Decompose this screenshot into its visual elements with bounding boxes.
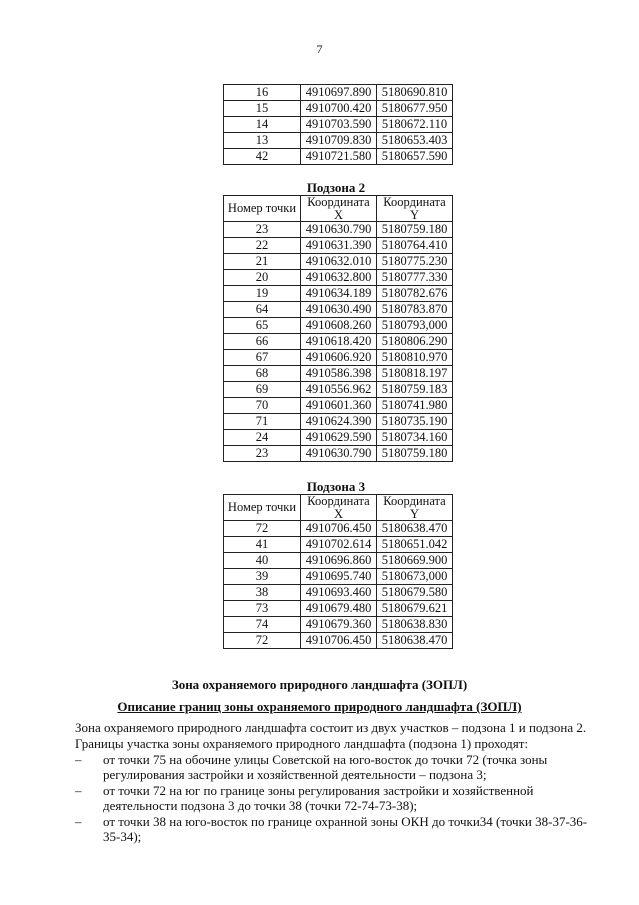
header-y-line2: Y bbox=[409, 207, 420, 222]
header-x-line1: Координата bbox=[307, 195, 370, 209]
table-row bbox=[224, 302, 453, 318]
cell-coordinate-y: 5180810.970 bbox=[377, 350, 453, 366]
cell-coordinate-x: 4910721.580 bbox=[301, 149, 377, 165]
cell-coordinate-y: 5180775.230 bbox=[377, 254, 453, 270]
cell-coordinate-x: 4910696.860 bbox=[301, 553, 377, 569]
table-row bbox=[224, 382, 453, 398]
table-row bbox=[224, 101, 453, 117]
cell-coordinate-x: 4910703.590 bbox=[301, 117, 377, 133]
list-item-line: от точки 38 на юго-восток по границе охранной зоны ОКН до точки34 (точки 38-37-36- bbox=[103, 814, 588, 829]
header-coordinate-x bbox=[301, 196, 377, 222]
cell-coordinate-x: 4910601.360 bbox=[301, 398, 377, 414]
subzone-3-caption: Подзона 3 bbox=[306, 479, 366, 494]
list-item-text bbox=[103, 752, 593, 782]
table-row bbox=[224, 585, 453, 601]
cell-coordinate-y: 5180653.403 bbox=[377, 133, 453, 149]
header-x-line1: Координата bbox=[307, 494, 370, 508]
table-row bbox=[224, 254, 453, 270]
table-row bbox=[224, 318, 453, 334]
cell-coordinate-x: 4910632.010 bbox=[301, 254, 377, 270]
cell-point-number: 39 bbox=[224, 569, 301, 585]
header-point-number: Номер точки bbox=[224, 196, 301, 222]
table-header-row bbox=[224, 196, 453, 222]
cell-point-number: 42 bbox=[224, 149, 301, 165]
list-item-line: деятельности подзона 3 до точки 38 (точки 72-74-73-38); bbox=[103, 798, 418, 813]
table-row bbox=[224, 222, 453, 238]
cell-coordinate-y: 5180677.950 bbox=[377, 101, 453, 117]
cell-coordinate-x: 4910679.480 bbox=[301, 601, 377, 617]
header-coordinate-x bbox=[301, 495, 377, 521]
table-row bbox=[224, 398, 453, 414]
cell-coordinate-y: 5180638.470 bbox=[377, 633, 453, 649]
cell-coordinate-y: 5180759.180 bbox=[377, 446, 453, 462]
table-row bbox=[224, 85, 453, 101]
subzone-2-caption: Подзона 2 bbox=[306, 180, 366, 195]
cell-point-number: 13 bbox=[224, 133, 301, 149]
header-coordinate-y bbox=[377, 495, 453, 521]
table-row bbox=[224, 117, 453, 133]
cell-point-number: 72 bbox=[224, 633, 301, 649]
table-row bbox=[224, 446, 453, 462]
cell-coordinate-y: 5180669.900 bbox=[377, 553, 453, 569]
cell-coordinate-x: 4910608.260 bbox=[301, 318, 377, 334]
table-row bbox=[224, 601, 453, 617]
bullet-dash: – bbox=[75, 814, 82, 829]
cell-coordinate-x: 4910629.590 bbox=[301, 430, 377, 446]
cell-coordinate-y: 5180777.330 bbox=[377, 270, 453, 286]
list-item-line: регулирования застройки и хозяйственной деятельности – подзона 3; bbox=[103, 767, 487, 782]
list-item-text bbox=[103, 814, 593, 844]
cell-point-number: 16 bbox=[224, 85, 301, 101]
table-row bbox=[224, 521, 453, 537]
cell-coordinate-y: 5180759.183 bbox=[377, 382, 453, 398]
list-item-line: от точки 72 на юг по границе зоны регулирования застройки и хозяйственной bbox=[103, 783, 534, 798]
cell-coordinate-y: 5180735.190 bbox=[377, 414, 453, 430]
paragraph-boundaries: Границы участка зоны охраняемого природного ландшафта (подзона 1) проходят: bbox=[75, 736, 529, 751]
cell-coordinate-x: 4910630.790 bbox=[301, 222, 377, 238]
cell-coordinate-x: 4910709.830 bbox=[301, 133, 377, 149]
cell-point-number: 70 bbox=[224, 398, 301, 414]
list-item-line: от точки 75 на обочине улицы Советской на юго-восток до точки 72 (точка зоны bbox=[103, 752, 548, 767]
cell-coordinate-y: 5180806.290 bbox=[377, 334, 453, 350]
cell-point-number: 71 bbox=[224, 414, 301, 430]
header-y-line1: Координата bbox=[383, 195, 446, 209]
cell-coordinate-y: 5180657.590 bbox=[377, 149, 453, 165]
cell-coordinate-y: 5180673,000 bbox=[377, 569, 453, 585]
cell-point-number: 14 bbox=[224, 117, 301, 133]
cell-point-number: 72 bbox=[224, 521, 301, 537]
cell-point-number: 15 bbox=[224, 101, 301, 117]
paragraph-intro: Зона охраняемого природного ландшафта состоит из двух участков – подзона 1 и подзона 2. bbox=[75, 720, 587, 735]
cell-coordinate-y: 5180764.410 bbox=[377, 238, 453, 254]
cell-coordinate-y: 5180672.110 bbox=[377, 117, 453, 133]
cell-point-number: 67 bbox=[224, 350, 301, 366]
cell-point-number: 64 bbox=[224, 302, 301, 318]
cell-point-number: 41 bbox=[224, 537, 301, 553]
cell-coordinate-x: 4910624.390 bbox=[301, 414, 377, 430]
table-row bbox=[224, 633, 453, 649]
cell-coordinate-x: 4910606.920 bbox=[301, 350, 377, 366]
section-title: Зона охраняемого природного ландшафта (ЗОПЛ) bbox=[171, 677, 468, 692]
cell-point-number: 19 bbox=[224, 286, 301, 302]
cell-point-number: 65 bbox=[224, 318, 301, 334]
table-row bbox=[224, 569, 453, 585]
cell-coordinate-y: 5180690.810 bbox=[377, 85, 453, 101]
bullet-dash: – bbox=[75, 752, 82, 767]
table-row bbox=[224, 334, 453, 350]
header-y-line2: Y bbox=[409, 506, 420, 521]
cell-coordinate-x: 4910679.360 bbox=[301, 617, 377, 633]
cell-point-number: 38 bbox=[224, 585, 301, 601]
cell-coordinate-x: 4910586.398 bbox=[301, 366, 377, 382]
cell-coordinate-x: 4910634.189 bbox=[301, 286, 377, 302]
list-item-text bbox=[103, 783, 593, 813]
cell-coordinate-y: 5180793,000 bbox=[377, 318, 453, 334]
cell-coordinate-x: 4910695.740 bbox=[301, 569, 377, 585]
header-x-line2: X bbox=[333, 207, 344, 222]
page-number: 7 bbox=[316, 42, 323, 56]
cell-coordinate-y: 5180741.980 bbox=[377, 398, 453, 414]
table-row bbox=[224, 133, 453, 149]
table-row bbox=[224, 414, 453, 430]
subzone-3-coordinates-table bbox=[223, 494, 453, 649]
table-row bbox=[224, 286, 453, 302]
cell-coordinate-x: 4910630.790 bbox=[301, 446, 377, 462]
cell-coordinate-y: 5180651.042 bbox=[377, 537, 453, 553]
cell-point-number: 74 bbox=[224, 617, 301, 633]
cell-coordinate-y: 5180734.160 bbox=[377, 430, 453, 446]
cell-point-number: 22 bbox=[224, 238, 301, 254]
table-row bbox=[224, 238, 453, 254]
cell-coordinate-x: 4910693.460 bbox=[301, 585, 377, 601]
cell-coordinate-y: 5180679.580 bbox=[377, 585, 453, 601]
table-header-row bbox=[224, 495, 453, 521]
table-row bbox=[224, 537, 453, 553]
cell-coordinate-y: 5180783.870 bbox=[377, 302, 453, 318]
table-row bbox=[224, 553, 453, 569]
header-point-number: Номер точки bbox=[224, 495, 301, 521]
table-row bbox=[224, 350, 453, 366]
cell-point-number: 24 bbox=[224, 430, 301, 446]
cell-coordinate-x: 4910618.420 bbox=[301, 334, 377, 350]
cell-point-number: 73 bbox=[224, 601, 301, 617]
cell-coordinate-x: 4910632.800 bbox=[301, 270, 377, 286]
cell-coordinate-x: 4910706.450 bbox=[301, 633, 377, 649]
cell-point-number: 20 bbox=[224, 270, 301, 286]
cell-coordinate-x: 4910631.390 bbox=[301, 238, 377, 254]
cell-coordinate-y: 5180638.470 bbox=[377, 521, 453, 537]
cell-coordinate-y: 5180638.830 bbox=[377, 617, 453, 633]
cell-coordinate-y: 5180759.180 bbox=[377, 222, 453, 238]
cell-coordinate-x: 4910706.450 bbox=[301, 521, 377, 537]
section-subtitle: Описание границ зоны охраняемого природного ландшафта (ЗОПЛ) bbox=[117, 699, 522, 714]
cell-coordinate-x: 4910556.962 bbox=[301, 382, 377, 398]
table-row bbox=[224, 149, 453, 165]
subzone-2-coordinates-table bbox=[223, 195, 453, 462]
table-row bbox=[224, 430, 453, 446]
table-row bbox=[224, 270, 453, 286]
coordinates-table-continued bbox=[223, 84, 453, 165]
cell-point-number: 66 bbox=[224, 334, 301, 350]
cell-coordinate-x: 4910700.420 bbox=[301, 101, 377, 117]
cell-coordinate-x: 4910697.890 bbox=[301, 85, 377, 101]
cell-coordinate-x: 4910630.490 bbox=[301, 302, 377, 318]
cell-point-number: 69 bbox=[224, 382, 301, 398]
cell-point-number: 21 bbox=[224, 254, 301, 270]
list-item-line: 35-34); bbox=[103, 829, 142, 844]
cell-point-number: 23 bbox=[224, 222, 301, 238]
cell-coordinate-y: 5180782.676 bbox=[377, 286, 453, 302]
cell-point-number: 23 bbox=[224, 446, 301, 462]
header-y-line1: Координата bbox=[383, 494, 446, 508]
table-row bbox=[224, 617, 453, 633]
cell-coordinate-x: 4910702.614 bbox=[301, 537, 377, 553]
table-row bbox=[224, 366, 453, 382]
header-x-line2: X bbox=[333, 506, 344, 521]
cell-coordinate-y: 5180679.621 bbox=[377, 601, 453, 617]
bullet-dash: – bbox=[75, 783, 82, 798]
header-coordinate-y bbox=[377, 196, 453, 222]
cell-coordinate-y: 5180818.197 bbox=[377, 366, 453, 382]
cell-point-number: 40 bbox=[224, 553, 301, 569]
cell-point-number: 68 bbox=[224, 366, 301, 382]
